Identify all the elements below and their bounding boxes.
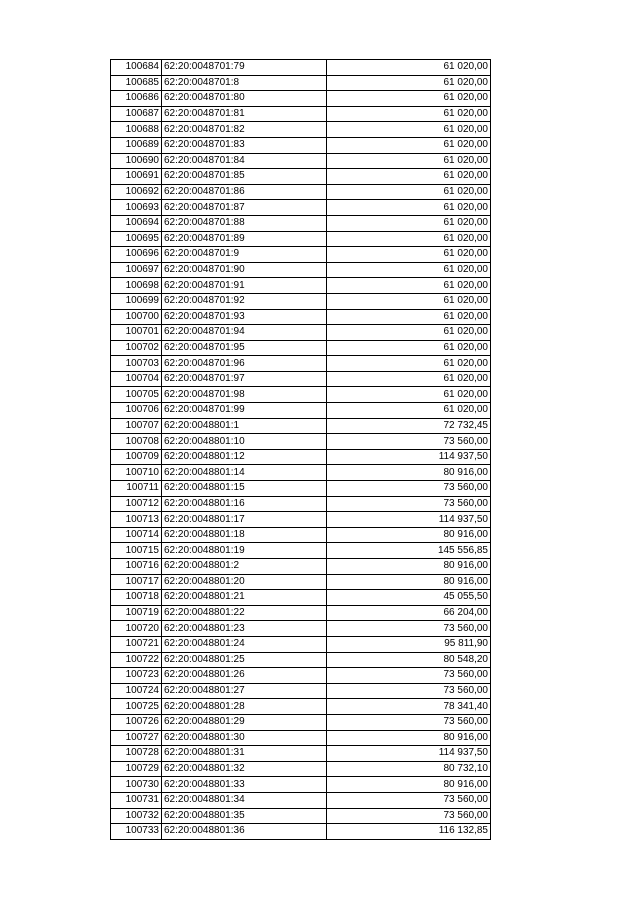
row-id-cell: 100709	[111, 449, 162, 465]
value-cell: 116 132,85	[327, 824, 491, 840]
table-row	[111, 699, 491, 715]
table-row	[111, 106, 491, 122]
row-id-cell: 100690	[111, 153, 162, 169]
table-row	[111, 621, 491, 637]
row-id-cell: 100710	[111, 465, 162, 481]
value-cell: 73 560,00	[327, 668, 491, 684]
table-row	[111, 200, 491, 216]
row-id-cell: 100693	[111, 200, 162, 216]
value-cell: 66 204,00	[327, 605, 491, 621]
cadastral-number-cell: 62:20:0048701:89	[162, 231, 327, 247]
value-cell: 61 020,00	[327, 215, 491, 231]
table-row	[111, 75, 491, 91]
value-cell: 61 020,00	[327, 340, 491, 356]
value-cell: 73 560,00	[327, 481, 491, 497]
cadastral-number-cell: 62:20:0048801:16	[162, 496, 327, 512]
cadastral-number-cell: 62:20:0048701:91	[162, 278, 327, 294]
table-row	[111, 746, 491, 762]
row-id-cell: 100687	[111, 106, 162, 122]
table-row	[111, 636, 491, 652]
cadastral-number-cell: 62:20:0048801:1	[162, 418, 327, 434]
row-id-cell: 100688	[111, 122, 162, 138]
value-cell: 80 916,00	[327, 527, 491, 543]
table-row	[111, 247, 491, 263]
table-row	[111, 527, 491, 543]
value-cell: 61 020,00	[327, 106, 491, 122]
cadastral-number-cell: 62:20:0048701:99	[162, 403, 327, 419]
table-row	[111, 808, 491, 824]
row-id-cell: 100730	[111, 777, 162, 793]
value-cell: 61 020,00	[327, 247, 491, 263]
table-row	[111, 122, 491, 138]
value-cell: 72 732,45	[327, 418, 491, 434]
row-id-cell: 100713	[111, 512, 162, 528]
row-id-cell: 100720	[111, 621, 162, 637]
row-id-cell: 100705	[111, 387, 162, 403]
table-row	[111, 559, 491, 575]
row-id-cell: 100715	[111, 543, 162, 559]
value-cell: 73 560,00	[327, 808, 491, 824]
value-cell: 73 560,00	[327, 714, 491, 730]
cadastral-number-cell: 62:20:0048701:87	[162, 200, 327, 216]
row-id-cell: 100702	[111, 340, 162, 356]
table-row	[111, 761, 491, 777]
cadastral-number-cell: 62:20:0048701:86	[162, 184, 327, 200]
row-id-cell: 100691	[111, 169, 162, 185]
value-cell: 73 560,00	[327, 683, 491, 699]
value-cell: 61 020,00	[327, 403, 491, 419]
cadastral-number-cell: 62:20:0048801:32	[162, 761, 327, 777]
row-id-cell: 100722	[111, 652, 162, 668]
table-row	[111, 652, 491, 668]
cadastral-number-cell: 62:20:0048801:25	[162, 652, 327, 668]
value-cell: 45 055,50	[327, 590, 491, 606]
value-cell: 95 811,90	[327, 636, 491, 652]
row-id-cell: 100700	[111, 309, 162, 325]
cadastral-number-cell: 62:20:0048801:28	[162, 699, 327, 715]
value-cell: 61 020,00	[327, 169, 491, 185]
table-row	[111, 215, 491, 231]
cadastral-number-cell: 62:20:0048801:12	[162, 449, 327, 465]
table-row	[111, 340, 491, 356]
row-id-cell: 100724	[111, 683, 162, 699]
cadastral-number-cell: 62:20:0048801:2	[162, 559, 327, 575]
table-row	[111, 481, 491, 497]
cadastral-number-cell: 62:20:0048701:9	[162, 247, 327, 263]
cadastral-number-cell: 62:20:0048701:85	[162, 169, 327, 185]
cadastral-number-cell: 62:20:0048701:83	[162, 137, 327, 153]
row-id-cell: 100701	[111, 325, 162, 341]
row-id-cell: 100711	[111, 481, 162, 497]
value-cell: 73 560,00	[327, 621, 491, 637]
value-cell: 80 916,00	[327, 574, 491, 590]
value-cell: 61 020,00	[327, 356, 491, 372]
table-row	[111, 60, 491, 76]
row-id-cell: 100708	[111, 434, 162, 450]
cadastral-value-table	[110, 59, 491, 840]
table-row	[111, 730, 491, 746]
value-cell: 61 020,00	[327, 387, 491, 403]
cadastral-number-cell: 62:20:0048701:95	[162, 340, 327, 356]
cadastral-number-cell: 62:20:0048801:26	[162, 668, 327, 684]
table-row	[111, 293, 491, 309]
row-id-cell: 100729	[111, 761, 162, 777]
table-row	[111, 574, 491, 590]
table-row	[111, 137, 491, 153]
cadastral-number-cell: 62:20:0048801:30	[162, 730, 327, 746]
row-id-cell: 100731	[111, 792, 162, 808]
table-row	[111, 590, 491, 606]
table-row	[111, 231, 491, 247]
row-id-cell: 100718	[111, 590, 162, 606]
value-cell: 61 020,00	[327, 231, 491, 247]
row-id-cell: 100712	[111, 496, 162, 512]
table-row	[111, 169, 491, 185]
row-id-cell: 100695	[111, 231, 162, 247]
row-id-cell: 100726	[111, 714, 162, 730]
row-id-cell: 100707	[111, 418, 162, 434]
row-id-cell: 100699	[111, 293, 162, 309]
table-row	[111, 605, 491, 621]
cadastral-number-cell: 62:20:0048801:24	[162, 636, 327, 652]
cadastral-number-cell: 62:20:0048701:90	[162, 262, 327, 278]
table-row	[111, 262, 491, 278]
value-cell: 61 020,00	[327, 137, 491, 153]
row-id-cell: 100692	[111, 184, 162, 200]
table-row	[111, 465, 491, 481]
value-cell: 80 916,00	[327, 559, 491, 575]
cadastral-number-cell: 62:20:0048701:81	[162, 106, 327, 122]
row-id-cell: 100697	[111, 262, 162, 278]
value-cell: 145 556,85	[327, 543, 491, 559]
cadastral-number-cell: 62:20:0048801:20	[162, 574, 327, 590]
cadastral-number-cell: 62:20:0048801:29	[162, 714, 327, 730]
table-row	[111, 668, 491, 684]
row-id-cell: 100706	[111, 403, 162, 419]
table-row	[111, 543, 491, 559]
row-id-cell: 100714	[111, 527, 162, 543]
table-row	[111, 371, 491, 387]
cadastral-number-cell: 62:20:0048801:17	[162, 512, 327, 528]
value-cell: 61 020,00	[327, 184, 491, 200]
cadastral-number-cell: 62:20:0048701:79	[162, 60, 327, 76]
cadastral-number-cell: 62:20:0048801:31	[162, 746, 327, 762]
value-cell: 114 937,50	[327, 449, 491, 465]
value-cell: 61 020,00	[327, 91, 491, 107]
cadastral-number-cell: 62:20:0048801:33	[162, 777, 327, 793]
cadastral-number-cell: 62:20:0048801:36	[162, 824, 327, 840]
cadastral-number-cell: 62:20:0048801:15	[162, 481, 327, 497]
row-id-cell: 100717	[111, 574, 162, 590]
row-id-cell: 100684	[111, 60, 162, 76]
row-id-cell: 100732	[111, 808, 162, 824]
table-row	[111, 683, 491, 699]
value-cell: 61 020,00	[327, 75, 491, 91]
value-cell: 80 916,00	[327, 465, 491, 481]
cadastral-number-cell: 62:20:0048801:35	[162, 808, 327, 824]
cadastral-number-cell: 62:20:0048801:23	[162, 621, 327, 637]
cadastral-number-cell: 62:20:0048801:18	[162, 527, 327, 543]
value-cell: 61 020,00	[327, 293, 491, 309]
cadastral-number-cell: 62:20:0048701:84	[162, 153, 327, 169]
value-cell: 61 020,00	[327, 153, 491, 169]
value-cell: 61 020,00	[327, 371, 491, 387]
value-cell: 73 560,00	[327, 434, 491, 450]
row-id-cell: 100689	[111, 137, 162, 153]
table-row	[111, 184, 491, 200]
value-cell: 80 916,00	[327, 777, 491, 793]
value-cell: 73 560,00	[327, 496, 491, 512]
cadastral-number-cell: 62:20:0048701:97	[162, 371, 327, 387]
value-cell: 114 937,50	[327, 512, 491, 528]
table-row	[111, 496, 491, 512]
cadastral-number-cell: 62:20:0048701:96	[162, 356, 327, 372]
value-cell: 80 548,20	[327, 652, 491, 668]
table-row	[111, 91, 491, 107]
row-id-cell: 100704	[111, 371, 162, 387]
table-row	[111, 387, 491, 403]
table-row	[111, 278, 491, 294]
cadastral-number-cell: 62:20:0048701:82	[162, 122, 327, 138]
value-cell: 80 916,00	[327, 730, 491, 746]
row-id-cell: 100725	[111, 699, 162, 715]
cadastral-number-cell: 62:20:0048701:92	[162, 293, 327, 309]
cadastral-number-cell: 62:20:0048801:19	[162, 543, 327, 559]
document-page	[110, 59, 490, 840]
value-cell: 61 020,00	[327, 60, 491, 76]
cadastral-number-cell: 62:20:0048801:34	[162, 792, 327, 808]
table-row	[111, 792, 491, 808]
cadastral-number-cell: 62:20:0048701:93	[162, 309, 327, 325]
cadastral-number-cell: 62:20:0048801:10	[162, 434, 327, 450]
cadastral-number-cell: 62:20:0048801:22	[162, 605, 327, 621]
value-cell: 61 020,00	[327, 325, 491, 341]
row-id-cell: 100727	[111, 730, 162, 746]
cadastral-number-cell: 62:20:0048801:27	[162, 683, 327, 699]
row-id-cell: 100694	[111, 215, 162, 231]
value-cell: 78 341,40	[327, 699, 491, 715]
row-id-cell: 100719	[111, 605, 162, 621]
table-row	[111, 512, 491, 528]
row-id-cell: 100696	[111, 247, 162, 263]
table-row	[111, 449, 491, 465]
row-id-cell: 100728	[111, 746, 162, 762]
table-row	[111, 434, 491, 450]
row-id-cell: 100733	[111, 824, 162, 840]
cadastral-number-cell: 62:20:0048701:80	[162, 91, 327, 107]
row-id-cell: 100721	[111, 636, 162, 652]
value-cell: 80 732,10	[327, 761, 491, 777]
cadastral-number-cell: 62:20:0048801:14	[162, 465, 327, 481]
cadastral-number-cell: 62:20:0048801:21	[162, 590, 327, 606]
table-row	[111, 418, 491, 434]
row-id-cell: 100723	[111, 668, 162, 684]
value-cell: 61 020,00	[327, 262, 491, 278]
value-cell: 61 020,00	[327, 309, 491, 325]
table-row	[111, 403, 491, 419]
value-cell: 61 020,00	[327, 200, 491, 216]
value-cell: 73 560,00	[327, 792, 491, 808]
row-id-cell: 100685	[111, 75, 162, 91]
table-body	[111, 60, 491, 840]
row-id-cell: 100716	[111, 559, 162, 575]
table-row	[111, 777, 491, 793]
cadastral-number-cell: 62:20:0048701:8	[162, 75, 327, 91]
cadastral-number-cell: 62:20:0048701:94	[162, 325, 327, 341]
table-row	[111, 824, 491, 840]
table-row	[111, 309, 491, 325]
value-cell: 61 020,00	[327, 122, 491, 138]
table-row	[111, 356, 491, 372]
cadastral-number-cell: 62:20:0048701:98	[162, 387, 327, 403]
table-row	[111, 325, 491, 341]
row-id-cell: 100686	[111, 91, 162, 107]
table-row	[111, 714, 491, 730]
value-cell: 114 937,50	[327, 746, 491, 762]
cadastral-number-cell: 62:20:0048701:88	[162, 215, 327, 231]
table-row	[111, 153, 491, 169]
row-id-cell: 100698	[111, 278, 162, 294]
row-id-cell: 100703	[111, 356, 162, 372]
value-cell: 61 020,00	[327, 278, 491, 294]
